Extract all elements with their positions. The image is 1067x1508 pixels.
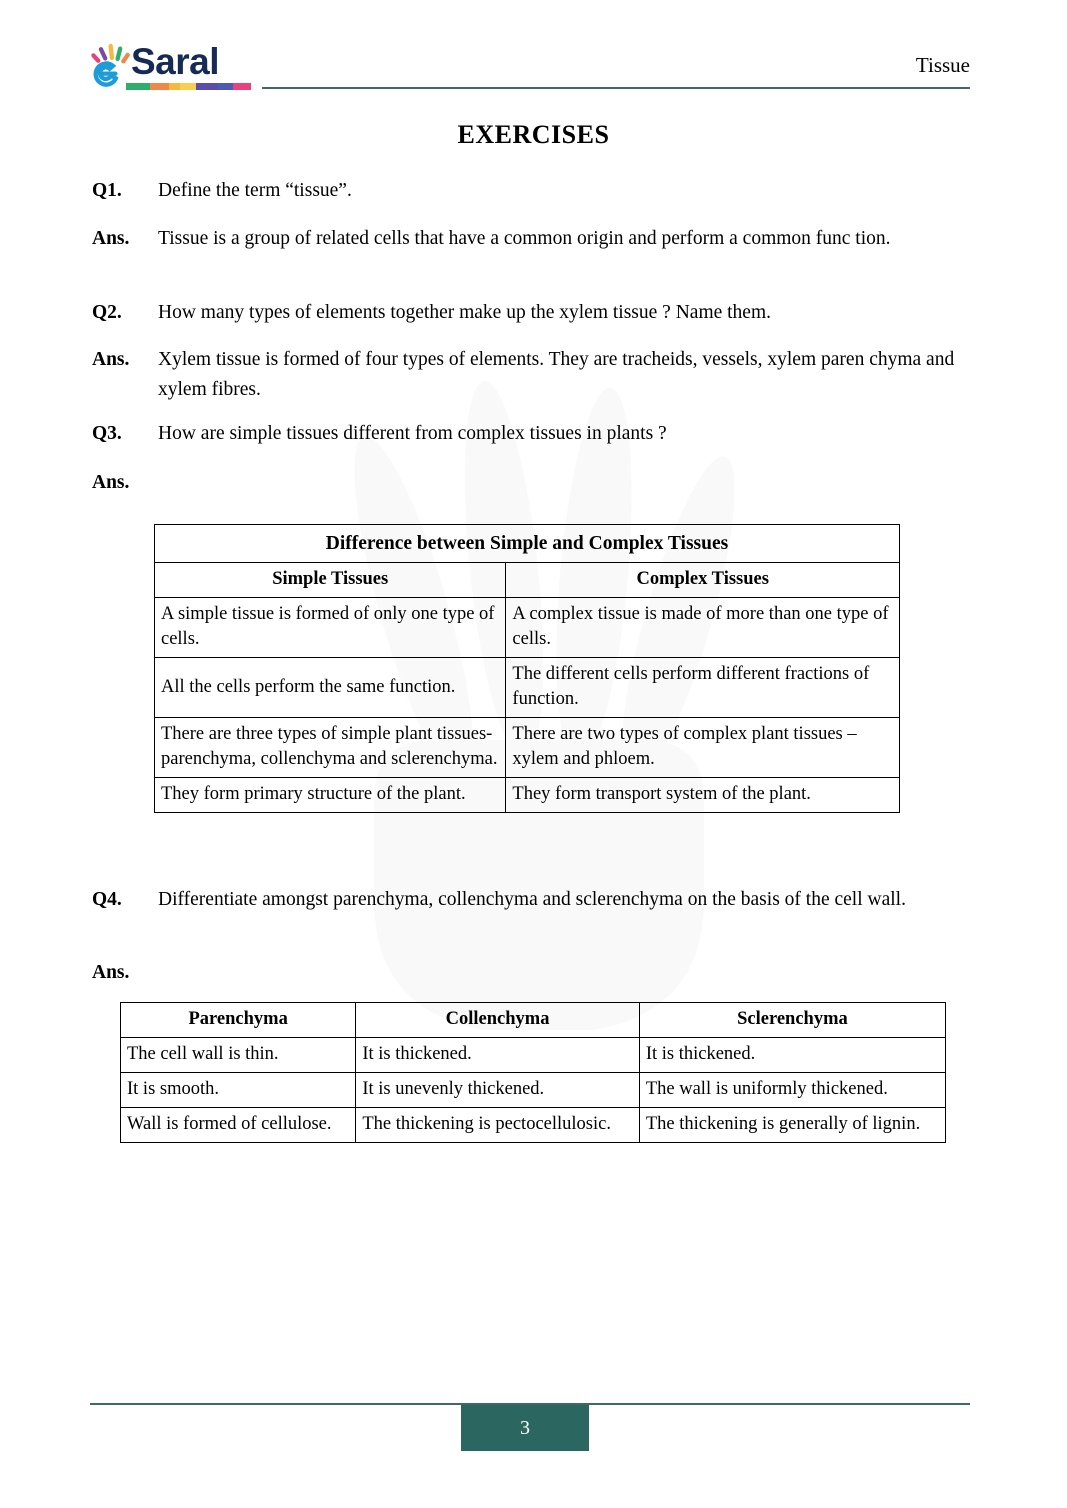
table-cell: All the cells perform the same function.	[155, 658, 506, 718]
table-cell: A simple tissue is formed of only one type of cells.	[155, 598, 506, 658]
table-row	[121, 1073, 946, 1108]
qa-text: How many types of elements together make up the xylem tissue ? Name them.	[158, 302, 772, 323]
esaral-logo-text: Saral	[131, 41, 220, 82]
qa-block-q1	[92, 176, 977, 206]
qa-tag: Ans.	[92, 228, 130, 249]
qa-tag: Q3.	[92, 423, 122, 444]
chapter-title: Tissue	[915, 53, 970, 77]
page-number-badge: 3	[461, 1405, 589, 1451]
table-header-cell: Sclerenchyma	[639, 1003, 945, 1038]
table-cell: The thickening is generally of lignin.	[639, 1108, 945, 1143]
qa-block-a1	[92, 224, 977, 254]
table-header-row	[121, 1003, 946, 1038]
table-row	[121, 1108, 946, 1143]
qa-tag: Ans.	[92, 349, 130, 370]
qa-text: Xylem tissue is formed of four types of elements. They are tracheids, vessels, xylem paren chyma and xylem fibres.	[158, 349, 955, 400]
qa-text: Define the term “tissue”.	[158, 180, 352, 201]
table-cell: The different cells perform different fractions of function.	[506, 658, 900, 718]
table-header-row	[155, 563, 900, 598]
table-header-cell: Complex Tissues	[506, 563, 900, 598]
qa-block-q4	[92, 885, 977, 915]
table-cell: It is smooth.	[121, 1073, 356, 1108]
table-cell: There are three types of simple plant tissues- parenchyma, collenchyma and sclerenchyma.	[155, 718, 506, 778]
qa-block-q3	[92, 419, 977, 449]
table-row	[155, 778, 900, 813]
cell-wall-comparison-table	[120, 1002, 946, 1143]
table-cell: It is thickened.	[639, 1038, 945, 1073]
esaral-logo	[88, 38, 248, 98]
header-divider	[262, 87, 970, 89]
qa-tag: Q4.	[92, 889, 122, 910]
table-cell: A complex tissue is made of more than one type of cells.	[506, 598, 900, 658]
table-row	[121, 1038, 946, 1073]
qa-tag: Q2.	[92, 302, 122, 323]
qa-block-q2	[92, 298, 977, 328]
table-row	[155, 718, 900, 778]
table-cell: Wall is formed of cellulose.	[121, 1108, 356, 1143]
qa-text: Tissue is a group of related cells that have a common origin and perform a common func tion.	[158, 228, 891, 249]
table-cell: The thickening is pectocellulosic.	[356, 1108, 640, 1143]
qa-tag: Q1.	[92, 180, 122, 201]
table-header-cell: Simple Tissues	[155, 563, 506, 598]
simple-vs-complex-tissues-table	[154, 524, 900, 813]
table-header-cell: Parenchyma	[121, 1003, 356, 1038]
table-cell: It is unevenly thickened.	[356, 1073, 640, 1108]
table-cell: They form primary structure of the plant.	[155, 778, 506, 813]
esaral-logo-colorbar	[126, 83, 251, 90]
table-row	[155, 598, 900, 658]
table-cell: There are two types of complex plant tissues – xylem and phloem.	[506, 718, 900, 778]
esaral-logo-icon	[88, 40, 136, 88]
table-header-cell: Collenchyma	[356, 1003, 640, 1038]
table-cell: The wall is uniformly thickened.	[639, 1073, 945, 1108]
table-cell: It is thickened.	[356, 1038, 640, 1073]
table-cell: They form transport system of the plant.	[506, 778, 900, 813]
table-cell: The cell wall is thin.	[121, 1038, 356, 1073]
table-row	[155, 658, 900, 718]
qa-text: How are simple tissues different from complex tissues in plants ?	[158, 423, 667, 444]
table-title-cell: Difference between Simple and Complex Tissues	[155, 525, 900, 563]
qa-text: Differentiate amongst parenchyma, collenchyma and sclerenchyma on the basis of the cell wall.	[158, 889, 906, 910]
page-title: EXERCISES	[457, 120, 610, 149]
page-header	[0, 0, 1067, 105]
qa-block-a2	[92, 345, 977, 405]
qa-tag: Ans.	[92, 472, 130, 493]
qa-tag: Ans.	[92, 962, 130, 983]
table-title-row	[155, 525, 900, 563]
